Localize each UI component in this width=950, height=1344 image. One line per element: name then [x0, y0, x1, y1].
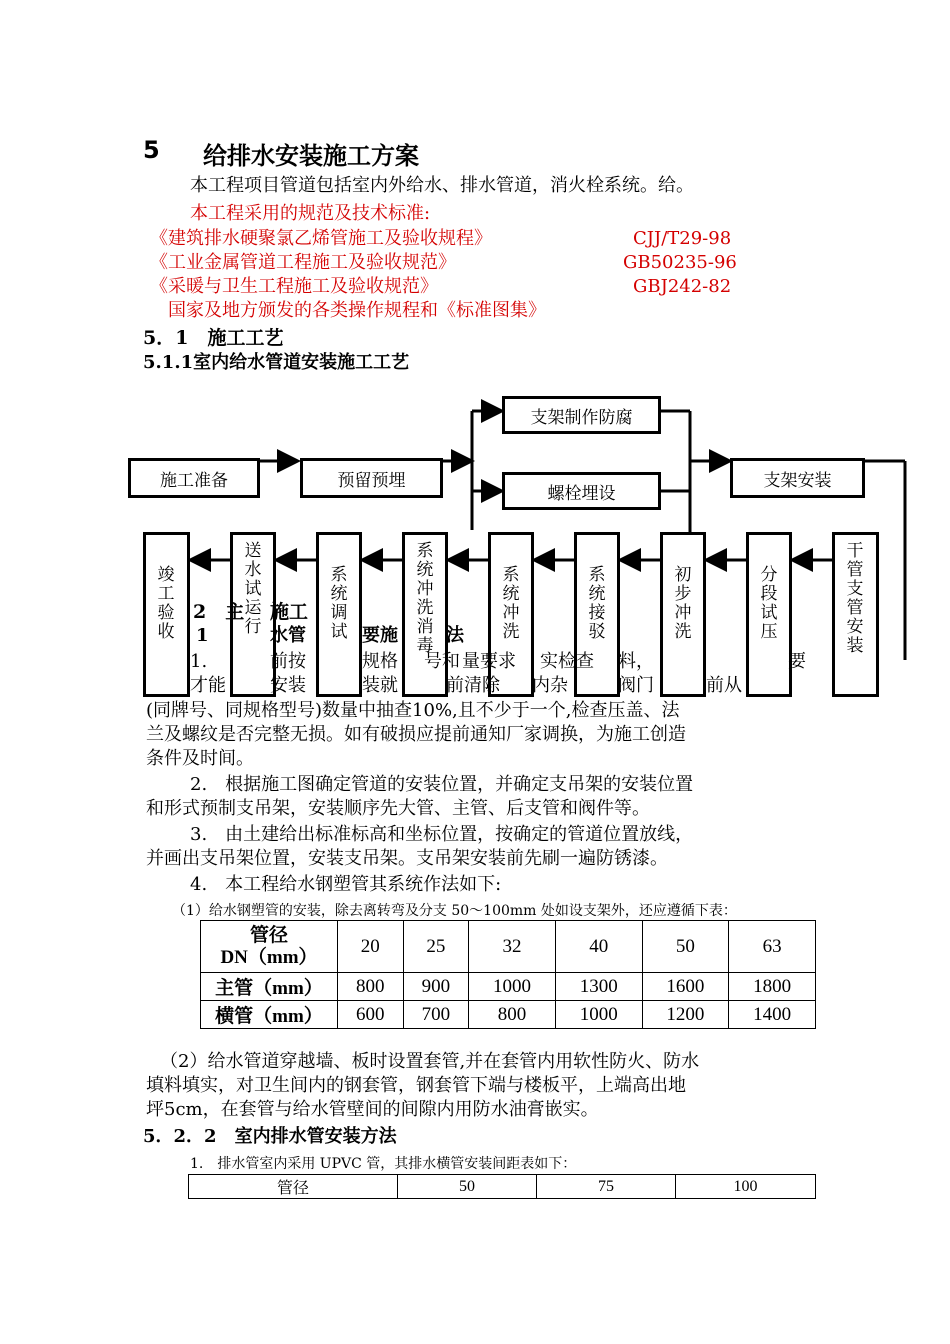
table1-cell: 800: [469, 1001, 556, 1029]
flow-step-debugging: 系统调试: [330, 565, 348, 642]
standard-name-2: 《工业金属管道工程施工及验收规范》: [150, 252, 456, 273]
para-line-3: 条件及时间。: [146, 748, 254, 769]
table2-label: 管径: [189, 1175, 398, 1199]
fragment-1: 1: [196, 625, 209, 646]
para-line-6: 3. 由土建给出标准标高和坐标位置，按确定的管道位置放线，: [190, 824, 694, 845]
table2-cell: 50: [398, 1175, 537, 1199]
drain-spacing-table: [188, 1174, 816, 1199]
table1-cell: 800: [338, 973, 404, 1001]
para-line-7: 并画出支吊架位置，安装支吊架。支吊架安装前先刷一遍防锈漆。: [146, 848, 668, 869]
intro-text: 本工程项目管道包括室内外给水、排水管道，消火栓系统。给。: [190, 175, 694, 196]
section-5-1: 5．1 施工工艺: [143, 327, 284, 349]
flow-step-pipe-install: 干管支管安装: [846, 541, 864, 656]
para2-line-1: （2）给水管道穿越墙、板时设置套管,并在套管内用软性防火、防水: [160, 1051, 700, 1072]
fragment-yao: 要: [788, 651, 806, 672]
table1-col: 32: [469, 921, 556, 973]
table1-cell: 1400: [729, 1001, 816, 1029]
fragment-haohe: 号和: [424, 651, 460, 672]
table1-col: 40: [555, 921, 642, 973]
table1-col: 25: [403, 921, 469, 973]
section-5-2-2: 5．2．2 室内排水管安装方法: [143, 1126, 397, 1147]
fragment-famen: 阀门: [618, 675, 654, 696]
table1-header-line2: DN（mm）: [220, 946, 318, 968]
flow-step-connection: 系统接驳: [588, 565, 606, 642]
para-line-2: 兰及螺纹是否完整无损。如有破损应提前通知厂家调换，为施工创造: [146, 724, 686, 745]
table1-row-label: 主管（mm）: [201, 973, 338, 1001]
table-row: [189, 1175, 816, 1199]
table1-cell: 900: [403, 973, 469, 1001]
standard-name-1: 《建筑排水硬聚氯乙烯管施工及验收规程》: [150, 228, 492, 249]
flow-step-bolt-embedding: 螺栓埋设: [502, 472, 661, 510]
table2-cell: 75: [537, 1175, 676, 1199]
para-line-4: 2. 根据施工图确定管道的安装位置，并确定支吊架的安装位置: [190, 774, 694, 795]
table2-caption: 1. 排水管室内采用 UPVC 管，其排水横管安装间距表如下：: [190, 1156, 577, 1172]
flow-step-initial-flush: 初步冲洗: [674, 565, 692, 642]
table1-col: 20: [338, 921, 404, 973]
table1-cell: 600: [338, 1001, 404, 1029]
fragment-yaoshi: 要施: [362, 625, 398, 646]
table1-cell: 1600: [642, 973, 729, 1001]
flow-step-completion: 竣工验收: [157, 565, 175, 642]
flow-step-trial-run: 送水试运行: [244, 541, 262, 637]
fragment-5-2: 2 主: [193, 601, 245, 623]
flow-step-flush-disinfect: 系统冲洗消毒: [416, 541, 434, 656]
flow-step-reservation: 预留预埋: [300, 458, 443, 498]
fragment-shuiguan: 水管: [270, 625, 306, 646]
flow-step-system-flush: 系统冲洗: [502, 565, 520, 642]
table1-cell: 1000: [469, 973, 556, 1001]
table1-row-label: 横管（mm）: [201, 1001, 338, 1029]
section-number: 5: [143, 136, 160, 164]
para-line-8: 4. 本工程给水钢塑管其系统作法如下:: [190, 874, 502, 895]
fragment-neiza: 内杂: [532, 675, 568, 696]
standards-lead: 本工程采用的规范及技术标准:: [190, 203, 431, 224]
table1-header-cell: [201, 921, 338, 973]
fragment-qiancong: 前从: [706, 675, 742, 696]
table1-caption: （1）给水钢塑管的安装，除去离转弯及分支 50～100mm 处如设支架外，还应遵循下表：: [172, 903, 737, 919]
table-row: [201, 973, 816, 1001]
fragment-shigong: 施工: [270, 601, 309, 623]
fragment-liangyao: 量要求: [462, 651, 516, 672]
fragment-shijian: 实检查: [540, 651, 594, 672]
para2-line-3: 坪5cm，在套管与给水管壁间的间隙内用防水油膏嵌实。: [146, 1099, 599, 1120]
fragment-liao: 料，: [618, 651, 654, 672]
flow-step-preparation: 施工准备: [128, 458, 260, 498]
fragment-zhuangjiu: 装就: [362, 675, 398, 696]
standard-code-1: CJJ/T29-98: [633, 228, 732, 249]
para-line-5: 和形式预制支吊架，安装顺序先大管、主管、后支管和阀件等。: [146, 798, 650, 819]
table1-cell: 1000: [555, 1001, 642, 1029]
flow-step-bracket-install: 支架安装: [730, 458, 865, 498]
fragment-qianan: 前按: [270, 651, 306, 672]
table-row: [201, 1001, 816, 1029]
page-title: 给排水安装施工方案: [203, 142, 419, 170]
flow-step-bracket-fabrication: 支架制作防腐: [502, 396, 661, 434]
standards-tail: 国家及地方颁发的各类操作规程和《标准图集》: [168, 300, 546, 321]
pipe-spacing-table: [200, 920, 816, 1029]
fragment-fa: 法: [446, 625, 464, 646]
section-5-1-1: 5.1.1室内给水管道安装施工工艺: [143, 352, 410, 373]
fragment-num1: 1.: [190, 651, 208, 672]
para-line-1: (同牌号、同规格型号)数量中抽查10%,且不少于一个,检查压盖、法: [146, 700, 680, 721]
table1-col: 63: [729, 921, 816, 973]
table2-cell: 100: [676, 1175, 816, 1199]
standard-name-3: 《采暖与卫生工程施工及验收规范》: [150, 276, 438, 297]
fragment-caineng: 才能: [190, 675, 226, 696]
fragment-guige: 规格: [362, 651, 398, 672]
flow-step-pressure-test: 分段试压: [760, 565, 778, 642]
fragment-anzhuang: 安装: [270, 675, 306, 696]
table1-col: 50: [642, 921, 729, 973]
table1-cell: 700: [403, 1001, 469, 1029]
fragment-qianqingchu: 前清除: [446, 675, 500, 696]
table1-cell: 1300: [555, 973, 642, 1001]
standard-code-3: GBJ242-82: [633, 276, 732, 297]
para2-line-2: 填料填实，对卫生间内的钢套管，钢套管下端与楼板平，上端高出地: [146, 1075, 686, 1096]
table1-cell: 1200: [642, 1001, 729, 1029]
standard-code-2: GB50235-96: [623, 252, 737, 273]
table1-cell: 1800: [729, 973, 816, 1001]
table1-header-line1: 管径: [249, 924, 288, 946]
